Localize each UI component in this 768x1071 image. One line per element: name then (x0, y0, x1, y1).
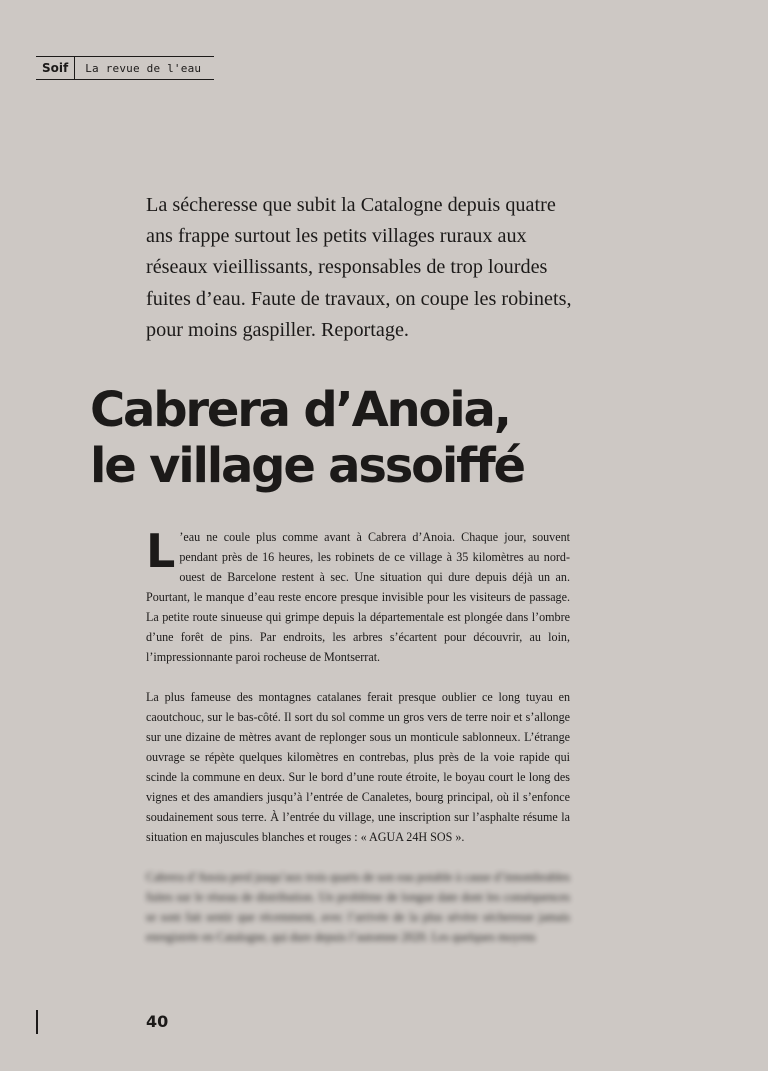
article-headline (90, 382, 650, 494)
headline-line-1: Cabrera d’Anoia, (90, 382, 510, 438)
folio-rule (36, 1010, 38, 1034)
article-body (146, 524, 570, 947)
masthead (36, 56, 214, 80)
masthead-brand: Soif (36, 57, 75, 79)
drop-cap: L (146, 524, 176, 578)
paragraph-2: La plus fameuse des montagnes catalanes ferait presque oublier ce long tuyau en caoutchouc, sur le bas-côté. Il sort du sol comme un gros vers de terre noir et s’allonge sur une dizaine de mètres avant de replonger sous un monticule sablonneux. L’étrange ouvrage se répète quelques kilomètres en contrebas, plus près de la voie rapide qui scinde la commune en deux. Sur le bord d’une route étroite, le boyau court le long des vignes et des amandiers jusqu’à l’entrée de Canaletes, bourg principal, où il s’enfonce soudainement sous terre. À l’entrée du village, une inscription sur l’asphalte résume la situation en majuscules blanches et rouges : « AGUA 24H SOS ». (146, 690, 570, 844)
paragraph-1 (146, 524, 570, 667)
standfirst: La sécheresse que subit la Catalogne depuis quatre ans frappe surtout les petits villages ruraux aux réseaux vieillissants, responsables de trop lourdes fuites d’eau. Faute de travaux, on coupe les robinets, pour moins gaspiller. Reportage. (146, 194, 572, 341)
masthead-subtitle: La revue de l'eau (85, 61, 202, 75)
paragraph-1-text: ’eau ne coule plus comme avant à Cabrera d’Anoia. Chaque jour, souvent pendant près de 16 heures, les robinets de ce village à 35 kilomètres au nord-ouest de Barcelone restent à sec. Une situation qui dure depuis déjà un an. Pourtant, le manque d’eau reste encore presque invisible pour les visiteurs de passage. La petite route sinueuse qui grimpe depuis la départementale est plongée dans l’ombre d’une forêt de pins. Par endroits, les arbres s’écartent pour découvrir, au loin, l’impressionnante paroi rocheuse de Montserrat. (146, 530, 570, 664)
headline-line-2: le village assoiffé (90, 438, 524, 494)
paragraph-3-blurred: Cabrera d’Anoia perd jusqu’aux trois quarts de son eau potable à cause d’innombrables fuites sur le réseau de distribution. Un problème de longue date dont les conséquences se sont fait sentir que récemment, avec l’arrivée de la plus sévère sécheresse jamais enregistrée en Catalogne, qui dure depuis l’automne 2020. Les quelques moyens (146, 870, 570, 944)
page-number: 40 (146, 1012, 169, 1031)
